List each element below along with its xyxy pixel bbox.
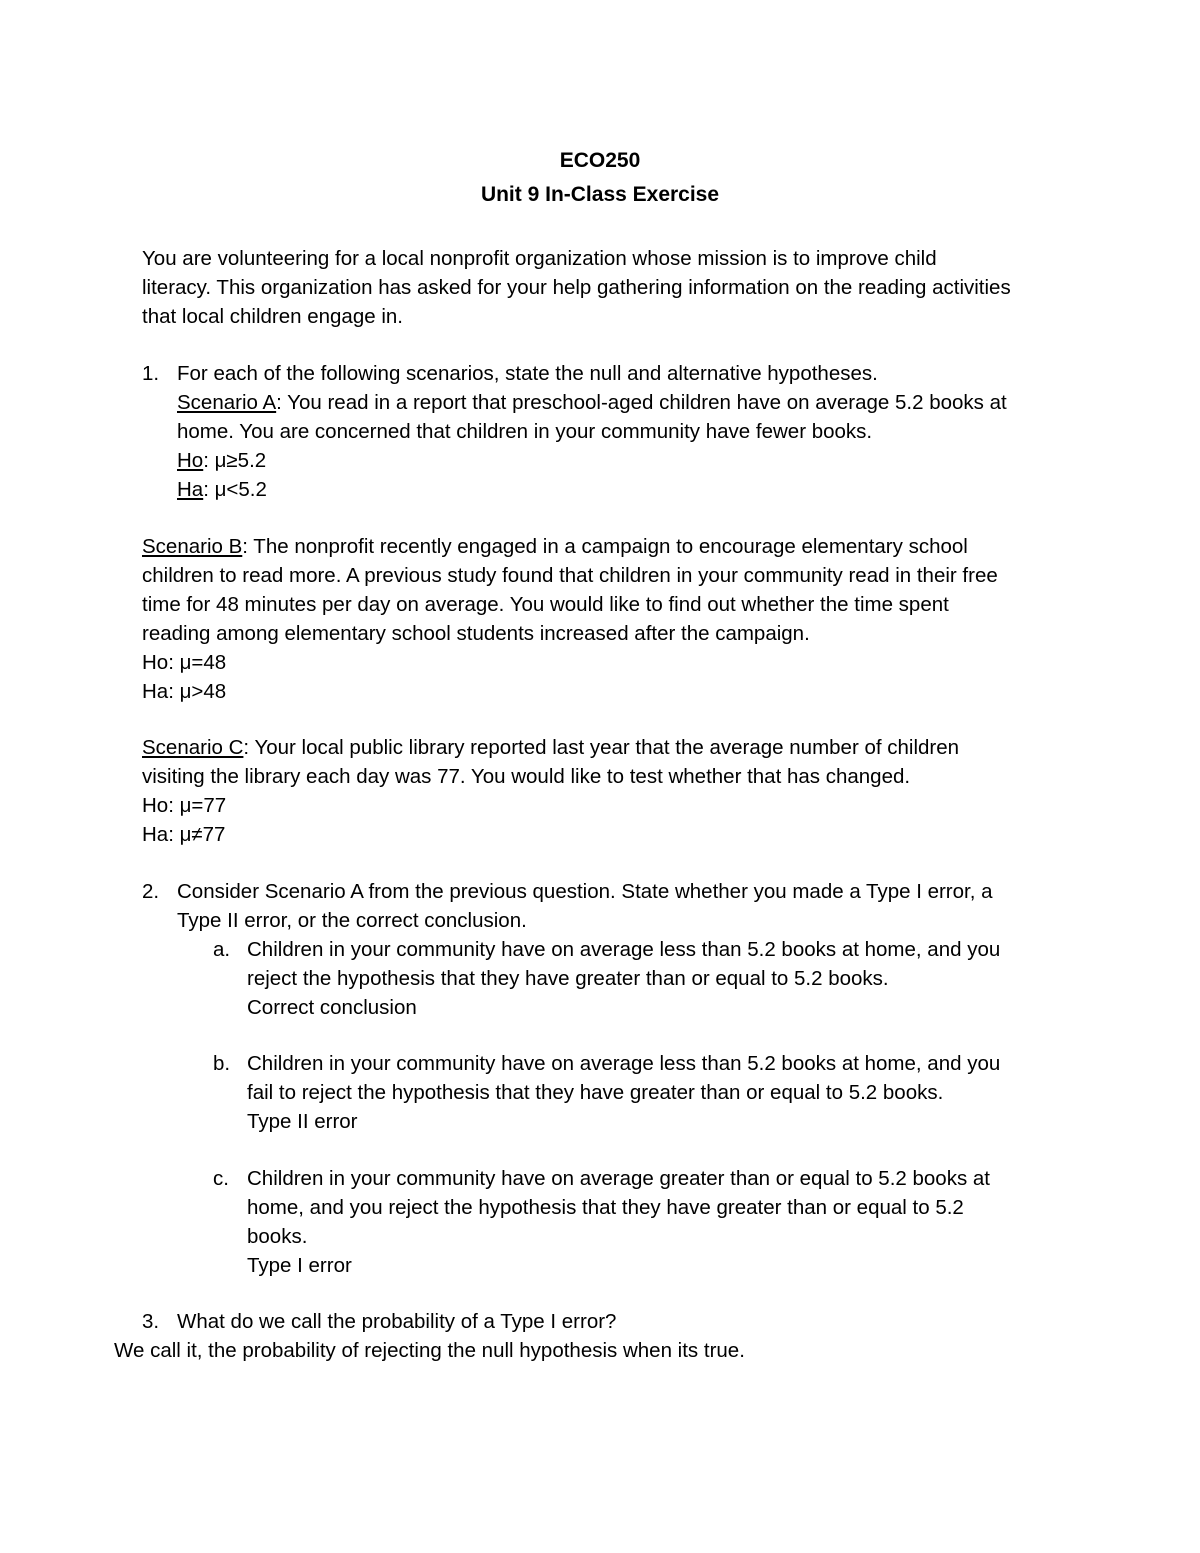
- q2-part-b-line-2: fail to reject the hypothesis that they have greater than or equal to 5.2 books.: [247, 1081, 944, 1104]
- scenario-b-label: Scenario B: [142, 535, 243, 558]
- q2-part-a-answer: Correct conclusion: [247, 996, 417, 1019]
- q2-part-c-line-2: home, and you reject the hypothesis that they have greater than or equal to 5.2: [247, 1196, 964, 1219]
- scenario-a-line-2: home. You are concerned that children in your community have fewer books.: [177, 420, 873, 443]
- course-code: ECO250: [559, 149, 641, 172]
- scenario-b-text-1: : The nonprofit recently engaged in a campaign to encourage elementary school: [242, 535, 968, 558]
- scenario-c-label: Scenario C: [142, 736, 244, 759]
- scenario-c-line-1: [142, 733, 959, 762]
- scenario-b-line-1: [142, 532, 968, 561]
- scenario-b-ho: Ho: μ=48: [142, 651, 227, 674]
- intro-line-2: literacy. This organization has asked for your help gathering information on the reading activities: [142, 276, 1011, 299]
- q2-part-c-letter: c.: [213, 1167, 229, 1190]
- q2-number: 2.: [142, 880, 160, 903]
- scenario-c-text-1: : Your local public library reported last year that the average number of children: [243, 736, 960, 759]
- scenario-a-text-1: : You read in a report that preschool-aged children have on average 5.2 books at: [276, 391, 1007, 414]
- scenario-a-ho-value: : μ≥5.2: [203, 449, 267, 472]
- q2-prompt-line-1: Consider Scenario A from the previous question. State whether you made a Type I error, a: [177, 880, 993, 903]
- q2-part-c-line-3: books.: [247, 1225, 308, 1248]
- scenario-a-ha-label: Ha: [177, 478, 204, 501]
- q3-prompt: What do we call the probability of a Type I error?: [177, 1310, 617, 1333]
- scenario-a-label: Scenario A: [177, 391, 277, 414]
- scenario-b-line-2: children to read more. A previous study found that children in your community read in their free: [142, 564, 998, 587]
- q2-part-b-answer: Type II error: [247, 1110, 358, 1133]
- q2-part-c-answer: Type I error: [247, 1254, 352, 1277]
- intro-line-3: that local children engage in.: [142, 305, 403, 328]
- scenario-a-line-1: [177, 388, 1007, 417]
- scenario-a-ho: [177, 446, 266, 475]
- scenario-c-ha: Ha: μ≠77: [142, 823, 226, 846]
- scenario-b-ha: Ha: μ>48: [142, 680, 227, 703]
- q2-prompt-line-2: Type II error, or the correct conclusion.: [177, 909, 527, 932]
- q3-number: 3.: [142, 1310, 160, 1333]
- scenario-a-ha-value: : μ<5.2: [203, 478, 267, 501]
- scenario-b-line-3: time for 48 minutes per day on average. You would like to find out whether the time spent: [142, 593, 949, 616]
- intro-line-1: You are volunteering for a local nonprofit organization whose mission is to improve child: [142, 247, 937, 270]
- page-title: Unit 9 In-Class Exercise: [480, 183, 720, 206]
- scenario-a-ho-label: Ho: [177, 449, 204, 472]
- q1-number: 1.: [142, 362, 160, 385]
- q2-part-b-letter: b.: [213, 1052, 231, 1075]
- q2-part-b-line-1: Children in your community have on average less than 5.2 books at home, and you: [247, 1052, 1001, 1075]
- q2-part-a-line-1: Children in your community have on average less than 5.2 books at home, and you: [247, 938, 1001, 961]
- q2-part-a-letter: a.: [213, 938, 231, 961]
- q1-prompt: For each of the following scenarios, state the null and alternative hypotheses.: [177, 362, 878, 385]
- scenario-b-line-4: reading among elementary school students increased after the campaign.: [142, 622, 810, 645]
- scenario-c-ho: Ho: μ=77: [142, 794, 227, 817]
- q2-part-a-line-2: reject the hypothesis that they have greater than or equal to 5.2 books.: [247, 967, 889, 990]
- q2-part-c-line-1: Children in your community have on average greater than or equal to 5.2 books at: [247, 1167, 990, 1190]
- q3-answer: We call it, the probability of rejecting the null hypothesis when its true.: [114, 1339, 745, 1362]
- scenario-a-ha: [177, 475, 267, 504]
- scenario-c-line-2: visiting the library each day was 77. You would like to test whether that has changed.: [142, 765, 911, 788]
